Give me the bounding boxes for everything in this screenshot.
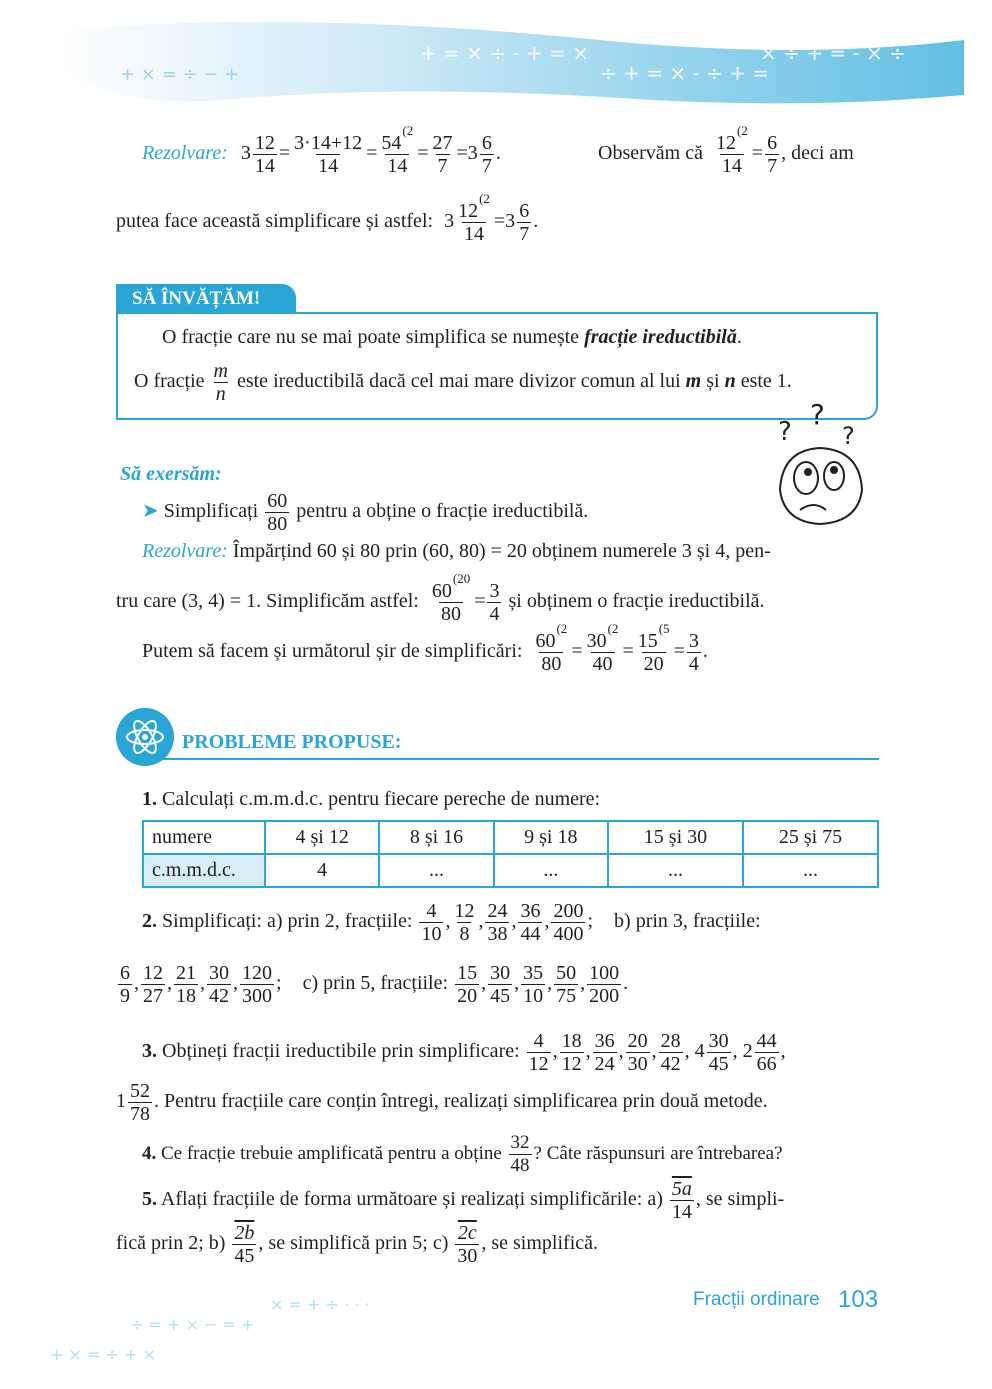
table-cell: ...: [743, 854, 878, 887]
problem-3-line-1: 3. Obțineți fracții ireductibile prin simplificare: $\frac{4}{12}$ , $\frac{18}{12}$ , $\frac{36}{24}$ , $\frac{20}{30}$ , $\frac{28}{42}$ , 4 $\frac{30}{45}$ , 2 $\frac{44}{66}$ ,: [142, 1030, 786, 1075]
problem-3-line-2: 1 $\frac{52}{78}$ . Pentru fracțiile care conțin întregi, realizați simplificarea prin două metode.: [116, 1080, 768, 1125]
intro-line-1: Rezolvare: 3 $\frac{12}{14}$ = $\frac{3\cdot 14+12}{14}$ = $\frac{54^{(2}}{14}$ = $\frac{27}{7}$ =3 $\frac{6}{7}$ .: [142, 123, 501, 177]
footer-decor: [40, 1290, 460, 1370]
table-cell: numere: [143, 821, 265, 854]
table-cell: 25 și 75: [743, 821, 878, 854]
problem-2-line-1: 2. Simplificați: a) prin 2, fracțiile: $\frac{4}{10}$ , $\frac{12}{8}$ , $\frac{24}{38}$ , $\frac{36}{44}$ , $\frac{200}{400}$ ; b) prin 3, fracțiile:: [142, 900, 761, 945]
table-cell: ...: [608, 854, 743, 887]
problem-4: 4. Ce fracție trebuie amplificată pentru a obține $\frac{32}{48}$ ? Câte răspunsuri are întrebarea?: [142, 1132, 783, 1176]
problem-5-line-1: 5. Aflați fracțiile de forma următoare și realizați simplificările: a) $\frac{5a}{14}$ , se simpli-: [142, 1178, 785, 1223]
table-cell: 8 și 16: [379, 821, 493, 854]
table-cell: 4: [265, 854, 379, 887]
problem-2-line-2: $\frac{6}{9}$ , $\frac{12}{27}$ , $\frac{21}{18}$ , $\frac{30}{42}$ , $\frac{120}{300}$ ; c) prin 5, fracțiile: $\frac{15}{20}$ , $\frac{30}{45}$ , $\frac{35}{10}$ , $\frac{50}{75}$ , $\frac{100}{200}$ .: [120, 962, 629, 1007]
learn-tab: SĂ ÎNVĂȚĂM!: [116, 284, 296, 314]
section-divider: [150, 758, 879, 760]
svg-text:?: ?: [810, 400, 825, 431]
table-cell: 9 și 18: [494, 821, 608, 854]
svg-text:+ × = ÷ − +: + × = ÷ − +: [120, 64, 240, 85]
table-cell: 4 și 12: [265, 821, 379, 854]
header-banner: [0, 0, 992, 120]
svg-text:× = + ÷ · · ·: × = + ÷ · · ·: [270, 1295, 370, 1314]
exercise-line-3: Putem să facem și următorul șir de simplificări: $\frac{60^{(2}}{80}$ = $\frac{30^{(2}}{40}$ = $\frac{15^{(5}}{20}$ = $\frac{3}{4}$ .: [142, 621, 708, 675]
footer-chapter-title: Fracții ordinare: [693, 1289, 820, 1310]
intro-observe: Observăm că $\frac{12^{(2}}{14}$ = $\frac{6}{7}$ , deci am: [598, 123, 854, 177]
problem-1: 1. Calculați c.m.m.d.c. pentru fiecare pereche de numere:: [142, 788, 601, 810]
intro-line-2: putea face această simplificare și astfel: 3 $\frac{12^{(2}}{14}$ =3 $\frac{6}{7}$ .: [116, 191, 539, 245]
learn-line-2: O fracție $\frac{m}{n}$ este ireductibilă dacă cel mai mare divizor comun al lui m și n este 1.: [134, 360, 792, 405]
exercise-rez: Rezolvare: Împărțind 60 și 80 prin (60, 80) = 20 obținem numerele 3 și 4, pen-: [142, 540, 771, 562]
table-cell: ...: [494, 854, 608, 887]
learn-line-1: O fracție care nu se mai poate simplifica se numește fracție ireductibilă.: [162, 326, 742, 348]
table-row: [143, 854, 878, 887]
table-row: [143, 821, 878, 854]
svg-text:× ÷ + = - × ÷: × ÷ + = - × ÷: [760, 41, 906, 65]
page-number: 103: [838, 1286, 879, 1313]
problems-title: PROBLEME PROPUSE:: [182, 731, 402, 753]
svg-text:÷ + = × - ÷ + =: ÷ + = × - ÷ + =: [600, 61, 770, 85]
svg-text:?: ?: [842, 422, 855, 450]
svg-text:÷ = + × − = +: ÷ = + × − = +: [130, 1315, 255, 1334]
confused-face-illustration: [770, 400, 870, 530]
exercise-line-2: tru care (3, 4) = 1. Simplificăm astfel: $\frac{60^{(20}}{80}$ = $\frac{3}{4}$ și obținem o fracție ireductibilă.: [116, 571, 765, 625]
gcd-table: [142, 820, 879, 888]
rezolvare-label: Rezolvare:: [142, 142, 228, 165]
table-cell: 15 și 30: [608, 821, 743, 854]
table-cell: c.m.m.d.c.: [143, 854, 265, 887]
exercise-task: ➤ Simplificați $\frac{60}{80}$ pentru a obține o fracție ireductibilă.: [142, 490, 589, 535]
svg-text:?: ?: [778, 417, 792, 447]
svg-text:+ = × ÷ - + = ×: + = × ÷ - + = ×: [420, 41, 590, 65]
arrow-bullet-icon: ➤: [142, 500, 159, 523]
exercise-title: Să exersăm:: [120, 463, 222, 485]
table-cell: ...: [379, 854, 493, 887]
problem-5-line-2: fică prin 2; b) $\frac{2b}{45}$ , se simplifică prin 5; c) $\frac{2c}{30}$ , se simplifică.: [116, 1222, 598, 1267]
svg-text:+ × = ÷ + ×: + × = ÷ + ×: [50, 1345, 156, 1364]
